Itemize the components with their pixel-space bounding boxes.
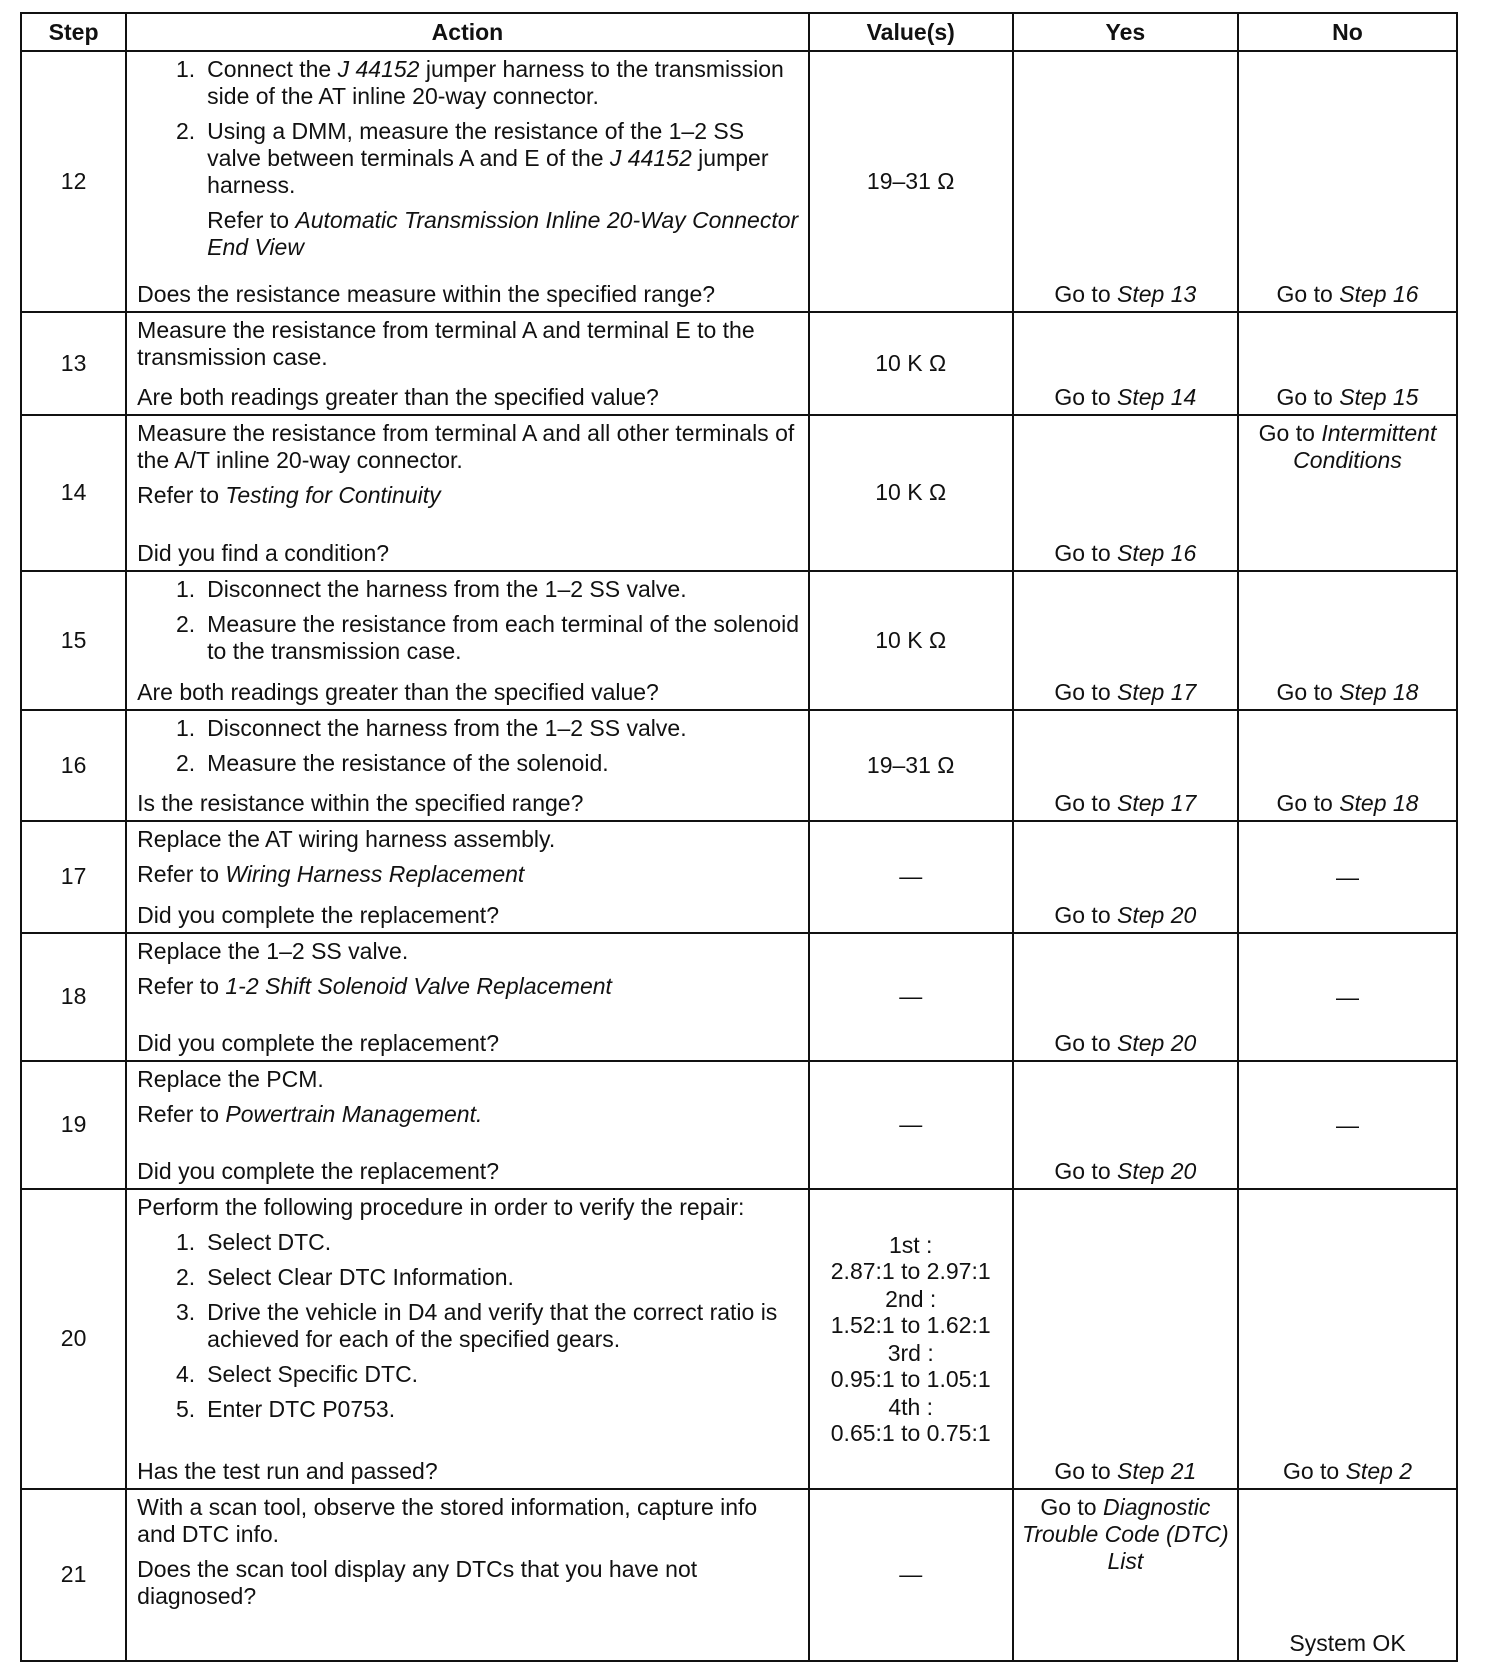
value-cell: 19–31 Ω	[809, 51, 1013, 312]
step-number: 19	[21, 1061, 126, 1189]
action-text: Measure the resistance from terminal A and all other terminals of the A/T inline 20-way connector.	[137, 420, 795, 474]
goto-link[interactable]: Step 17	[1117, 679, 1197, 706]
goto-link[interactable]: Intermittent Conditions	[1293, 420, 1437, 474]
action-text: Replace the 1–2 SS valve.	[137, 937, 409, 964]
action-cell	[126, 1189, 809, 1489]
question: Did you complete the replacement?	[137, 901, 499, 928]
value-cell: —	[809, 821, 1013, 932]
list-item: 2. Select Clear DTC Information.	[175, 1263, 514, 1290]
no-cell: Go to Step 16	[1238, 51, 1457, 312]
goto-link[interactable]: Step 18	[1339, 679, 1419, 706]
goto-link[interactable]: Step 2	[1345, 1457, 1413, 1484]
question: Does the scan tool display any DTCs that you have not diagnosed?	[137, 1555, 698, 1609]
list-item: 1. Select DTC.	[175, 1228, 332, 1255]
action-cell	[126, 571, 809, 711]
table-row	[21, 571, 1457, 711]
refer-link[interactable]: Testing for Continuity	[225, 482, 441, 509]
goto-link[interactable]: Step 16	[1339, 281, 1419, 308]
step-number: 17	[21, 821, 126, 932]
action-cell	[126, 51, 809, 312]
goto-link[interactable]: Step 15	[1339, 384, 1419, 411]
list-item: 3. Drive the vehicle in D4 and verify that the correct ratio is achieved for each of the specified gears.	[175, 1298, 778, 1352]
step-number: 16	[21, 710, 126, 821]
goto-link[interactable]: Step 18	[1339, 790, 1419, 817]
header-step: Step	[21, 13, 126, 51]
value-cell	[809, 1189, 1013, 1489]
goto-link[interactable]: Step 20	[1117, 901, 1197, 928]
table-row	[21, 933, 1457, 1061]
gear-ratio: 2nd : 1.52:1 to 1.62:1	[830, 1285, 991, 1338]
action-text: Replace the AT wiring harness assembly.	[137, 826, 556, 853]
value-cell: 10 K Ω	[809, 415, 1013, 570]
system-ok: System OK	[1289, 1630, 1406, 1656]
question: Did you complete the replacement?	[137, 1157, 499, 1184]
header-yes: Yes	[1013, 13, 1238, 51]
question: Are both readings greater than the specified value?	[137, 679, 659, 706]
goto-link[interactable]: Step 16	[1117, 539, 1197, 566]
table-row	[21, 51, 1457, 312]
no-cell: Go to Step 18	[1238, 710, 1457, 821]
yes-cell: Go to Diagnostic Trouble Code (DTC) List	[1013, 1489, 1238, 1661]
gear-ratio: 3rd : 0.95:1 to 1.05:1	[830, 1339, 991, 1392]
header-no: No	[1238, 13, 1457, 51]
step-number: 12	[21, 51, 126, 312]
header-row	[21, 13, 1457, 51]
yes-cell: Go to Step 20	[1013, 821, 1238, 932]
question: Did you complete the replacement?	[137, 1029, 499, 1056]
list-item: 1. Disconnect the harness from the 1–2 SS valve.	[175, 575, 687, 602]
goto-link[interactable]: Step 17	[1117, 790, 1197, 817]
yes-cell: Go to Step 20	[1013, 1061, 1238, 1189]
gear-ratio: 1st : 2.87:1 to 2.97:1	[830, 1231, 991, 1284]
table-row	[21, 312, 1457, 415]
refer-link[interactable]: Powertrain Management.	[225, 1100, 483, 1127]
no-cell: —	[1238, 821, 1457, 932]
no-cell	[1238, 1489, 1457, 1661]
action-text: With a scan tool, observe the stored information, capture info and DTC info.	[137, 1493, 758, 1547]
no-cell: Go to Step 18	[1238, 571, 1457, 711]
action-cell	[126, 933, 809, 1061]
goto-link[interactable]: Diagnostic Trouble Code (DTC) List	[1022, 1493, 1229, 1574]
value-cell: 10 K Ω	[809, 312, 1013, 415]
yes-cell: Go to Step 20	[1013, 933, 1238, 1061]
refer-line: Refer to Powertrain Management.	[137, 1100, 483, 1127]
no-cell: —	[1238, 1061, 1457, 1189]
question: Is the resistance within the specified range?	[137, 790, 584, 817]
diagnostic-table	[20, 12, 1458, 1662]
table-row	[21, 1189, 1457, 1489]
refer-link[interactable]: 1-2 Shift Solenoid Valve Replacement	[225, 972, 612, 999]
goto-link[interactable]: Step 13	[1117, 281, 1197, 308]
no-cell: Go to Step 15	[1238, 312, 1457, 415]
value-cell: 10 K Ω	[809, 571, 1013, 711]
refer-line: Refer to Testing for Continuity	[137, 482, 441, 509]
gear-ratio: 4th : 0.65:1 to 0.75:1	[830, 1393, 991, 1446]
refer-link[interactable]: Automatic Transmission Inline 20-Way Connector End View	[207, 207, 799, 260]
refer-line: Refer to 1-2 Shift Solenoid Valve Replacement	[137, 972, 612, 999]
yes-cell: Go to Step 21	[1013, 1189, 1238, 1489]
yes-cell: Go to Step 14	[1013, 312, 1238, 415]
action-cell	[126, 312, 809, 415]
list-item: 5. Enter DTC P0753.	[175, 1395, 396, 1422]
refer-line: Refer to Wiring Harness Replacement	[137, 861, 525, 888]
goto-link[interactable]: Step 20	[1117, 1157, 1197, 1184]
value-cell: 19–31 Ω	[809, 710, 1013, 821]
goto-link[interactable]: Step 14	[1117, 384, 1197, 411]
list-item: 2. Measure the resistance from each terminal of the solenoid to the transmission case.	[175, 610, 800, 664]
action-cell	[126, 1061, 809, 1189]
action-text: Perform the following procedure in order to verify the repair:	[137, 1193, 745, 1220]
list-item: 1. Disconnect the harness from the 1–2 SS valve.	[175, 715, 687, 742]
list-item: 2. Using a DMM, measure the resistance of the 1–2 SS valve between terminals A and E of the J 44152 jumper harness.	[175, 118, 769, 198]
header-values: Value(s)	[809, 13, 1013, 51]
value-cell: —	[809, 1061, 1013, 1189]
step-number: 15	[21, 571, 126, 711]
goto-link[interactable]: Step 20	[1117, 1029, 1197, 1056]
step-number: 18	[21, 933, 126, 1061]
action-cell	[126, 1489, 809, 1661]
action-cell	[126, 821, 809, 932]
question: Are both readings greater than the specified value?	[137, 384, 659, 411]
step-number: 20	[21, 1189, 126, 1489]
refer-link[interactable]: Wiring Harness Replacement	[225, 861, 525, 888]
question: Does the resistance measure within the specified range?	[137, 281, 716, 308]
yes-cell: Go to Step 17	[1013, 710, 1238, 821]
step-number: 14	[21, 415, 126, 570]
table-row	[21, 821, 1457, 932]
table-row	[21, 415, 1457, 570]
yes-cell: Go to Step 13	[1013, 51, 1238, 312]
yes-cell: Go to Step 16	[1013, 415, 1238, 570]
yes-cell: Go to Step 17	[1013, 571, 1238, 711]
step-number: 13	[21, 312, 126, 415]
table-row	[21, 1061, 1457, 1189]
refer-line: Refer to Automatic Transmission Inline 20-Way Connector End View	[207, 207, 799, 260]
list-item: 1. Connect the J 44152 jumper harness to the transmission side of the AT inline 20-way connector.	[175, 56, 784, 109]
goto-link[interactable]: Step 21	[1117, 1457, 1197, 1484]
value-cell: —	[809, 933, 1013, 1061]
action-text: Measure the resistance from terminal A and terminal E to the transmission case.	[137, 317, 755, 371]
action-cell	[126, 415, 809, 570]
list-item: 2. Measure the resistance of the solenoid.	[175, 750, 609, 777]
table-row	[21, 710, 1457, 821]
question: Has the test run and passed?	[137, 1457, 438, 1484]
header-action: Action	[126, 13, 809, 51]
table-row	[21, 1489, 1457, 1661]
no-cell: Go to Step 2	[1238, 1189, 1457, 1489]
action-text: Replace the PCM.	[137, 1065, 324, 1092]
list-item: 4. Select Specific DTC.	[175, 1360, 419, 1387]
question: Did you find a condition?	[137, 539, 390, 566]
no-cell: —	[1238, 933, 1457, 1061]
step-number: 21	[21, 1489, 126, 1661]
action-cell	[126, 710, 809, 821]
no-cell: Go to Intermittent Conditions	[1238, 415, 1457, 570]
value-cell: —	[809, 1489, 1013, 1661]
